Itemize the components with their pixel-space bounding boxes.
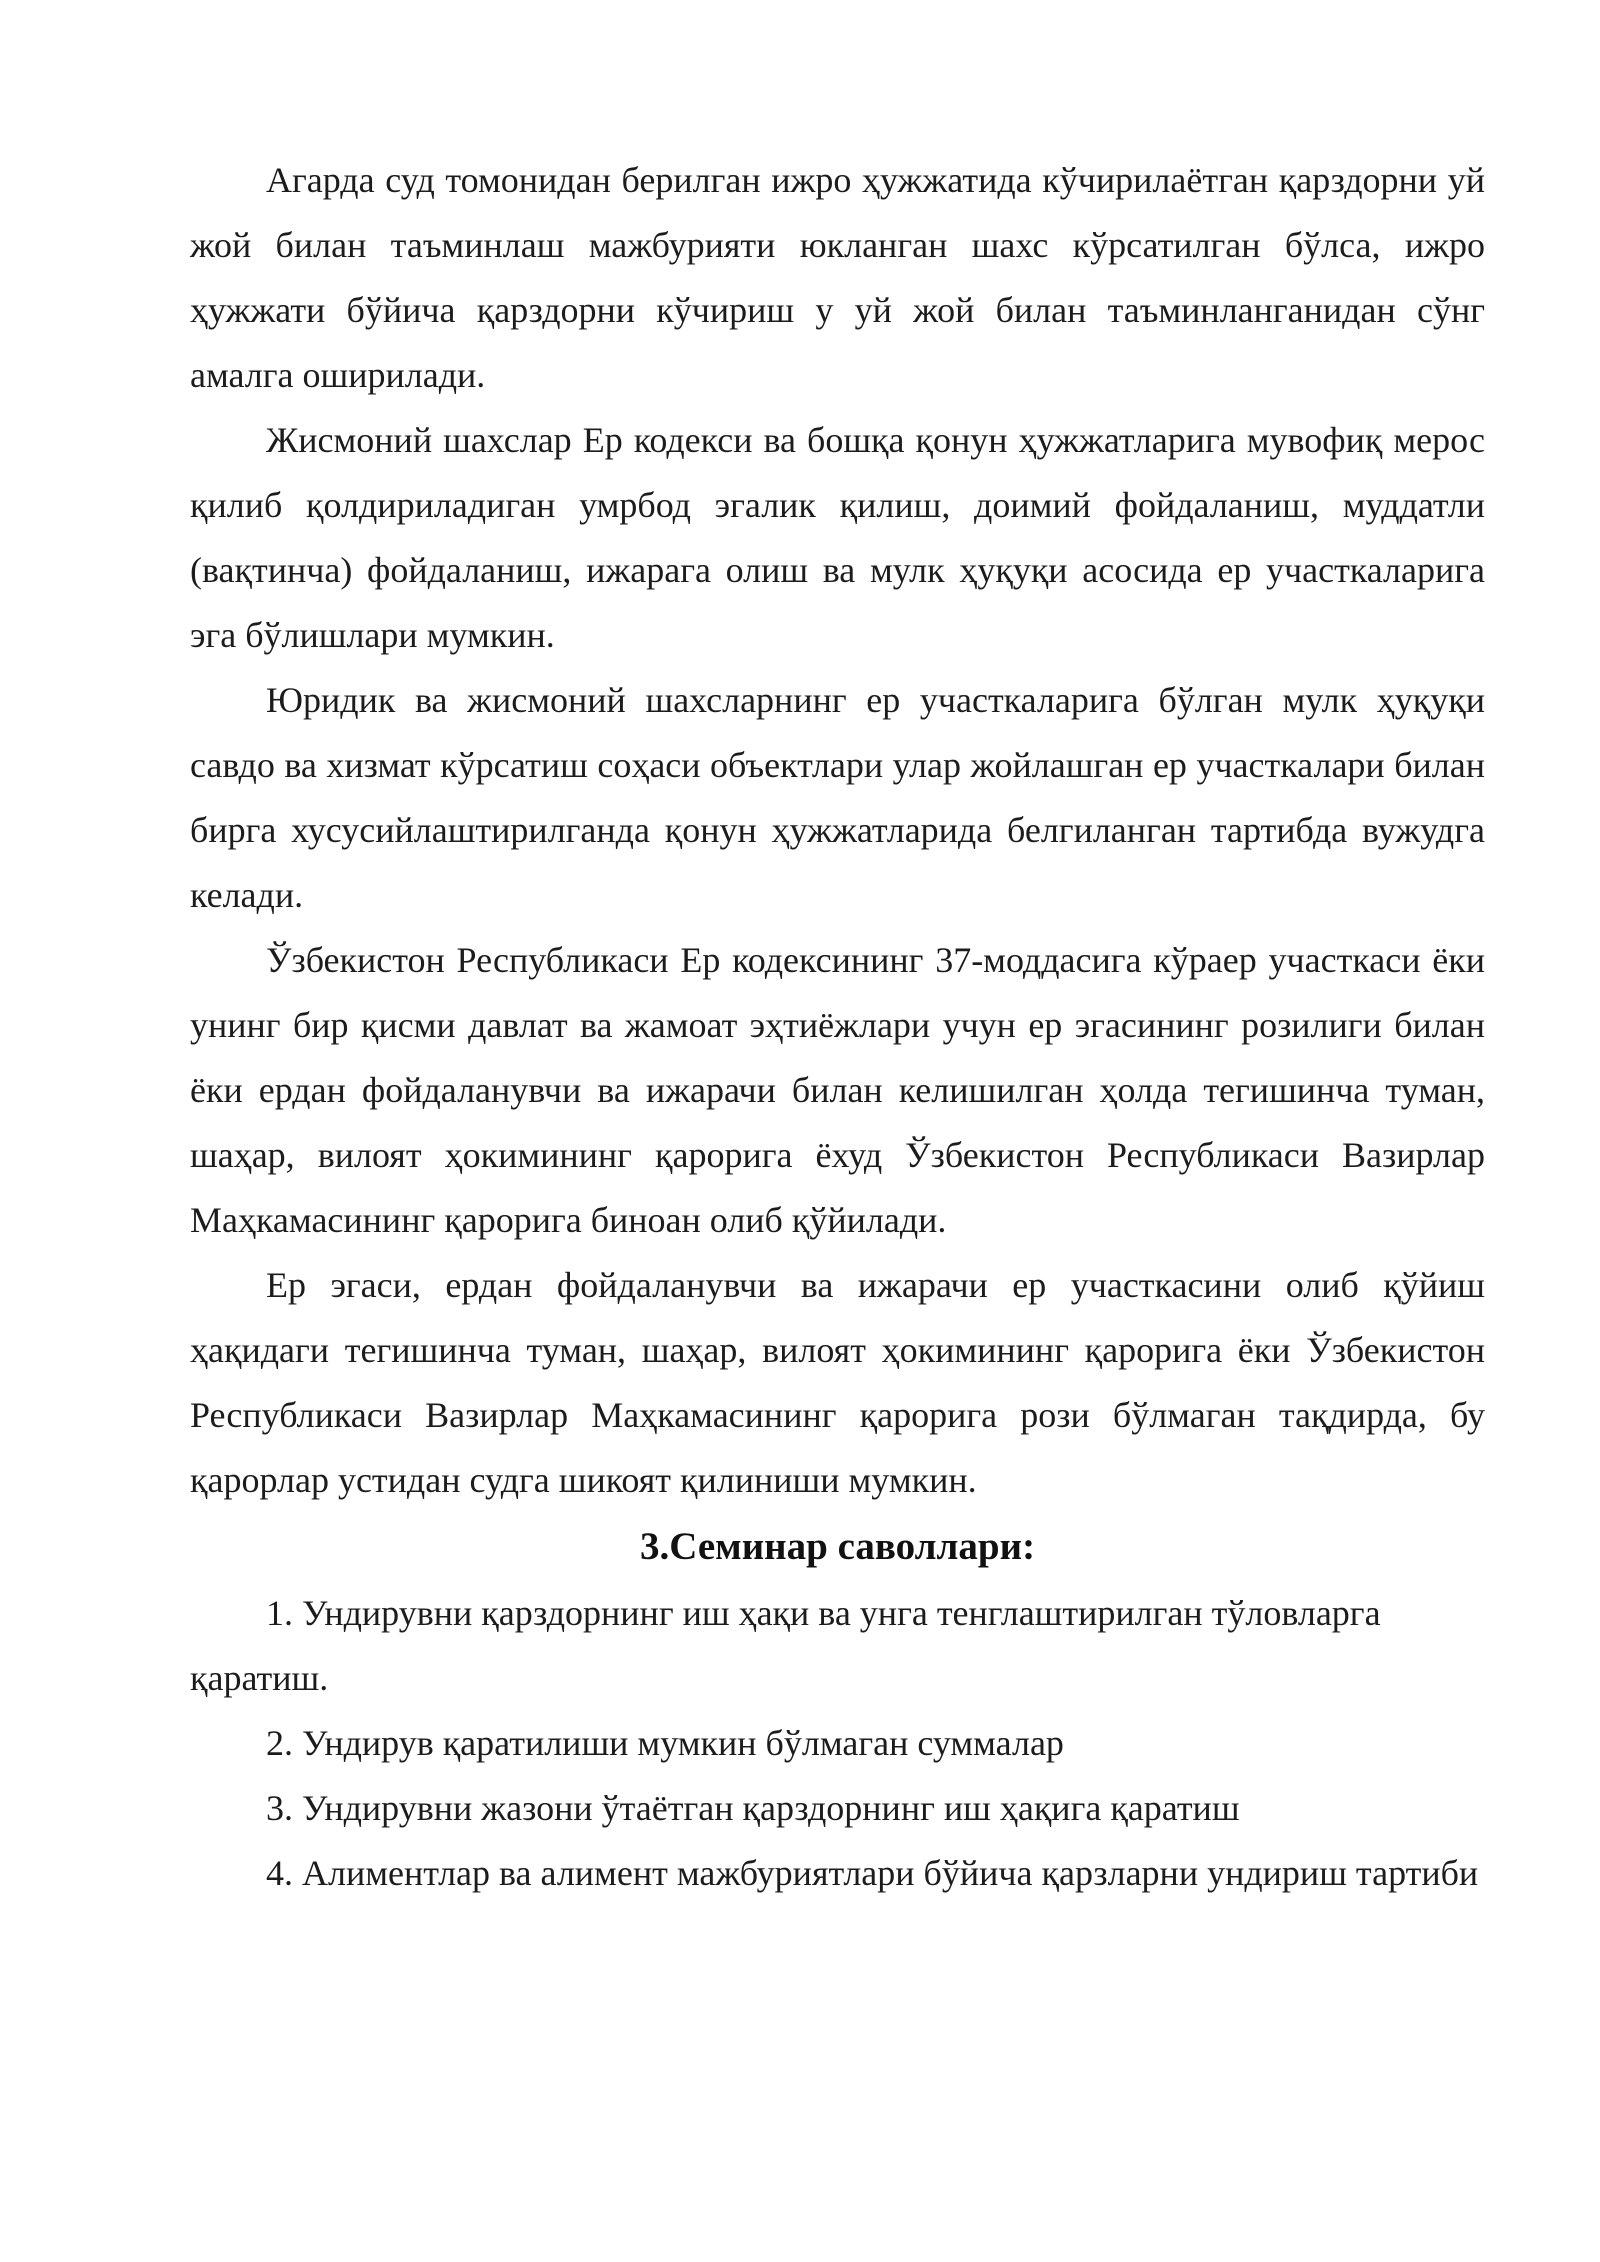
paragraph: Юридик ва жисмоний шахсларнинг ер участкаларига бўлган мулк ҳуқуқи савдо ва хизмат кўрсатиш соҳаси объектлари улар жойлашган ер участкалари билан бирга хусусийлаштирилганда қонун ҳужжатларида белгиланган тартибда вужудга келади. (190, 680, 1485, 915)
section-heading: 3.Семинар саволлари: (639, 1525, 1036, 1568)
paragraph: Жисмоний шахслар Ер кодекси ва бошқа қонун ҳужжатларига мувофиқ мерос қилиб қолдириладиган умрбод эгалик қилиш, доимий фойдаланиш, муддатли (вақтинча) фойдаланиш, ижарага олиш ва мулк ҳуқуқи асосида ер участкаларига эга бўлишлари мумкин. (190, 420, 1485, 655)
seminar-question: 1. Ундирувни қарздорнинг иш ҳақи ва унга тенглаштирилган тўловларга қаратиш. (190, 1593, 1381, 1698)
paragraph: Ўзбекистон Республикаси Ер кодексининг 37-моддасига кўраер участкаси ёки унинг бир қисми давлат ва жамоат эҳтиёжлари учун ер эгасининг розилиги билан ёки ердан фойдаланувчи ва ижарачи билан келишилган ҳолда тегишинча туман, шаҳар, вилоят ҳокимининг қарорига ёхуд Ўзбекистон Республикаси Вазирлар Маҳкамасининг қарорига биноан олиб қўйилади. (190, 940, 1485, 1240)
seminar-question: 3. Ундирувни жазони ўтаётган қарздорнинг иш ҳақига қаратиш (266, 1788, 1240, 1828)
seminar-question: 2. Ундирув қаратилиши мумкин бўлмаган суммалар (266, 1723, 1064, 1763)
paragraph: Агарда суд томонидан берилган ижро ҳужжатида кўчирилаётган қарздорни уй жой билан таъминлаш мажбурияти юкланган шахс кўрсатилган бўлса, ижро ҳужжати бўйича қарздорни кўчириш у уй жой билан таъминланганидан сўнг амалга оширилади. (190, 160, 1485, 395)
seminar-question: 4. Алиментлар ва алимент мажбуриятлари бўйича қарзларни ундириш тартиби (266, 1853, 1479, 1893)
document-body (190, 148, 1485, 1906)
paragraph: Ер эгаси, ердан фойдаланувчи ва ижарачи ер участкасини олиб қўйиш ҳақидаги тегишинча туман, шаҳар, вилоят ҳокимининг қарорига ёки Ўзбекистон Республикаси Вазирлар Маҳкамасининг қарорига рози бўлмаган тақдирда, бу қарорлар устидан судга шикоят қилиниши мумкин. (190, 1265, 1485, 1500)
